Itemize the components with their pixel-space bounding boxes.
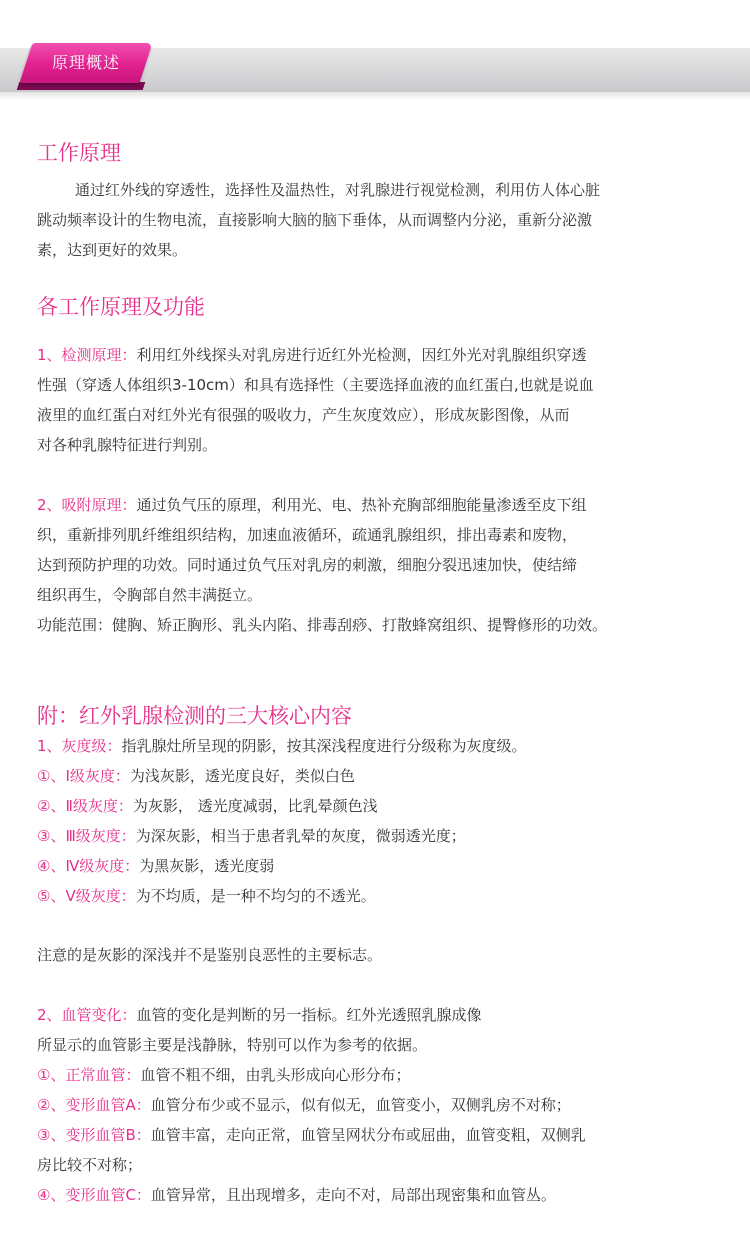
paragraph-line: 达到预防护理的功效。同时通过负气压对乳房的刺激，细胞分裂迅速加快，使结缔 (37, 556, 578, 574)
paragraph-line: 织，重新排列肌纤维组织结构，加速血液循环，疏通乳腺组织，排出毒素和废物， (37, 526, 578, 544)
vessel-change-text: 血管的变化是判断的另一指标。红外光透照乳腺成像 (136, 1006, 482, 1024)
gray-level-item (37, 881, 727, 911)
gray-level-item-label: ②、Ⅱ级灰度： (37, 797, 133, 815)
banner-shadow (0, 92, 750, 100)
detection-principle-text: 利用红外线探头对乳房进行近红外光检测，因红外光对乳腺组织穿透 (136, 346, 587, 364)
vessel-type-text: 血管分布少或不显示，似有似无，血管变小，双侧乳房不对称； (150, 1096, 571, 1114)
gray-level-item (37, 851, 727, 881)
paragraph-line: 通过红外线的穿透性，选择性及温热性，对乳腺进行视觉检测，利用仿人体心脏 (75, 181, 601, 199)
working-principle-paragraph (37, 175, 727, 265)
paragraph-line: 性强（穿透人体组织3-10cm）和具有选择性（主要选择血液的血红蛋白,也就是说血 (37, 376, 594, 394)
section-tab-label: 原理概述 (51, 53, 120, 72)
gray-level-intro (37, 731, 727, 761)
gray-level-item (37, 791, 727, 821)
vessel-change-block (37, 1000, 727, 1210)
gray-level-item-label: ④、Ⅳ级灰度： (37, 857, 140, 875)
paragraph-line (37, 490, 727, 520)
gray-level-item-label: ⑤、Ⅴ级灰度： (37, 887, 136, 905)
detection-principle-paragraph (37, 340, 727, 460)
gray-level-label: 1、灰度级： (37, 737, 122, 755)
adsorption-principle-text: 通过负气压的原理，利用光、电、热补充胸部细胞能量渗透至皮下组 (136, 496, 587, 514)
heading-working-principle: 工作原理 (37, 141, 121, 165)
vessel-type-label: ④、变形血管C： (37, 1186, 151, 1204)
paragraph-line: 跳动频率设计的生物电流，直接影响大脑的脑下垂体，从而调整内分泌，重新分泌激 (37, 211, 593, 229)
gray-level-item-text: 为浅灰影，透光度良好，类似白色 (129, 767, 355, 785)
vessel-change-label: 2、血管变化： (37, 1006, 137, 1024)
gray-level-text: 指乳腺灶所呈现的阴影，按其深浅程度进行分级称为灰度级。 (121, 737, 527, 755)
paragraph-line: 液里的血红蛋白对红外光有很强的吸收力，产生灰度效应），形成灰影图像，从而 (37, 406, 570, 424)
gray-level-item-text: 为不均质，是一种不均匀的不透光。 (135, 887, 376, 905)
paragraph-line: 素，达到更好的效果。 (37, 241, 188, 259)
vessel-type-text: 血管异常，且出现增多，走向不对，局部出现密集和血管丛。 (150, 1186, 556, 1204)
gray-level-note: 注意的是灰影的深浅并不是鉴别良恶性的主要标志。 (37, 946, 383, 964)
gray-level-item-label: ③、Ⅲ级灰度： (37, 827, 136, 845)
vessel-type-item (37, 1060, 727, 1090)
gray-level-item (37, 761, 727, 791)
adsorption-principle-label: 2、吸附原理： (37, 496, 137, 514)
function-scope-line: 功能范围：健胸、矫正胸形、乳头内陷、排毒刮痧、打散蜂窝组织、提臀修形的功效。 (37, 616, 608, 634)
paragraph-line: 对各种乳腺特征进行判别。 (37, 436, 218, 454)
gray-level-item-label: ①、Ⅰ级灰度： (37, 767, 130, 785)
vessel-change-intro (37, 1000, 727, 1030)
heading-principles-and-functions: 各工作原理及功能 (37, 295, 205, 319)
gray-level-block (37, 731, 727, 911)
heading-three-core-contents: 附：红外乳腺检测的三大核心内容 (37, 704, 352, 728)
vessel-type-label: ③、变形血管B： (37, 1126, 151, 1144)
gray-level-item-text: 为灰影， 透光度减弱，比乳晕颜色浅 (132, 797, 378, 815)
vessel-type-label: ①、正常血管： (37, 1066, 141, 1084)
vessel-type-item (37, 1120, 727, 1150)
tab-ribbon (17, 82, 146, 90)
gray-level-item (37, 821, 727, 851)
vessel-type-text: 血管丰富，走向正常，血管呈网状分布或屈曲，血管变粗，双侧乳 (150, 1126, 586, 1144)
paragraph-line: 组织再生，令胸部自然丰满挺立。 (37, 586, 263, 604)
gray-level-item-text: 为深灰影，相当于患者乳晕的灰度，微弱透光度； (135, 827, 466, 845)
vessel-type-text: 血管不粗不细，由乳头形成向心形分布； (140, 1066, 411, 1084)
vessel-type-item-continued: 房比较不对称； (37, 1156, 143, 1174)
vessel-type-item (37, 1180, 727, 1210)
paragraph-line (37, 340, 727, 370)
adsorption-principle-paragraph (37, 490, 727, 640)
gray-level-item-text: 为黑灰影，透光度弱 (139, 857, 275, 875)
vessel-change-intro-line2: 所显示的血管影主要是浅静脉，特别可以作为参考的依据。 (37, 1036, 428, 1054)
vessel-type-item (37, 1090, 727, 1120)
vessel-type-label: ②、变形血管A： (37, 1096, 151, 1114)
detection-principle-label: 1、检测原理： (37, 346, 137, 364)
